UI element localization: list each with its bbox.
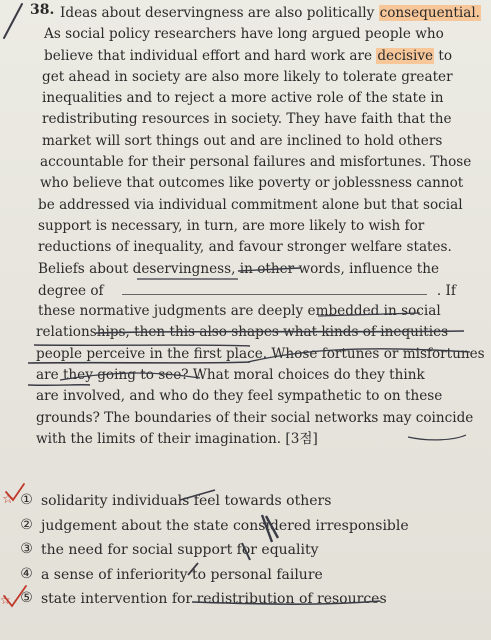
passage-line: market will sort things out and are inclined to hold others: [42, 132, 443, 149]
highlighted-word: consequential.: [379, 5, 480, 21]
passage-line: [36, 46, 462, 67]
passage-line: be addressed via individual commitment alone but that social: [38, 196, 463, 213]
option-marker: ⑤: [20, 590, 33, 606]
answer-blank[interactable]: [122, 280, 427, 295]
passage-line: Beliefs about deservingness, in other words, influence the: [38, 260, 440, 277]
passage-text: Ideas about deservingness are also politically: [60, 5, 379, 21]
star-mark: ☆: [0, 593, 11, 607]
passage-line: these normative judgments are deeply embedded in social: [38, 303, 441, 320]
passage-line: [36, 3, 480, 24]
reading-passage: [36, 3, 485, 450]
answer-option-4[interactable]: [18, 563, 478, 588]
passage-line: get ahead in society are also more likely to tolerate greater: [42, 68, 453, 85]
answer-option-2[interactable]: [18, 514, 478, 539]
passage-line: accountable for their personal failures and misfortunes. Those: [40, 154, 472, 171]
highlighted-word: decisive: [377, 47, 434, 64]
passage-line: As social policy researchers have long argued people who: [44, 26, 444, 43]
passage-line: are they going to see? What moral choices do they think: [36, 367, 425, 384]
passage-text: . If: [436, 282, 456, 299]
option-marker: ①: [20, 492, 33, 508]
question-number: 38.: [30, 2, 55, 18]
option-text: a sense of inferiority to personal failure: [41, 566, 323, 583]
passage-line: redistributing resources in society. They have faith that the: [42, 111, 452, 128]
passage-line: relationships, then this also shapes what kinds of inequities: [36, 324, 449, 341]
option-marker: ④: [20, 565, 33, 582]
answer-option-1[interactable]: [18, 489, 478, 514]
option-marker: ②: [20, 516, 33, 533]
passage-line: [36, 280, 462, 301]
option-marker: ③: [20, 541, 33, 557]
answer-option-5[interactable]: [18, 587, 478, 612]
star-mark: ☆: [2, 492, 14, 507]
answer-option-3[interactable]: [18, 538, 478, 563]
option-text: solidarity individuals feel towards others: [41, 493, 332, 509]
passage-line: reductions of inequality, and favour stronger welfare states.: [38, 239, 452, 256]
passage-text: degree of: [38, 282, 104, 299]
passage-line: inequalities and to reject a more active role of the state in: [42, 90, 444, 107]
option-text: judgement about the state considered irresponsible: [41, 517, 409, 534]
option-text: state intervention for redistribution of resources: [41, 591, 387, 607]
passage-line: with the limits of their imagination. [3점]: [36, 430, 318, 447]
option-text: the need for social support for equality: [41, 542, 319, 558]
passage-text: believe that individual effort and hard work are: [44, 47, 377, 64]
passage-text: to: [434, 47, 453, 64]
passage-line: people perceive in the first place. Whose fortunes or misfortunes: [36, 345, 485, 362]
answer-options: [18, 489, 478, 612]
passage-line: are involved, and who do they feel sympathetic to on these: [36, 388, 443, 405]
passage-line: support is necessary, in turn, are more likely to wish for: [38, 217, 425, 234]
passage-line: who believe that outcomes like poverty or joblessness cannot: [40, 175, 464, 192]
slash-mark: [4, 4, 22, 38]
passage-line: grounds? The boundaries of their social networks may coincide: [36, 409, 474, 426]
